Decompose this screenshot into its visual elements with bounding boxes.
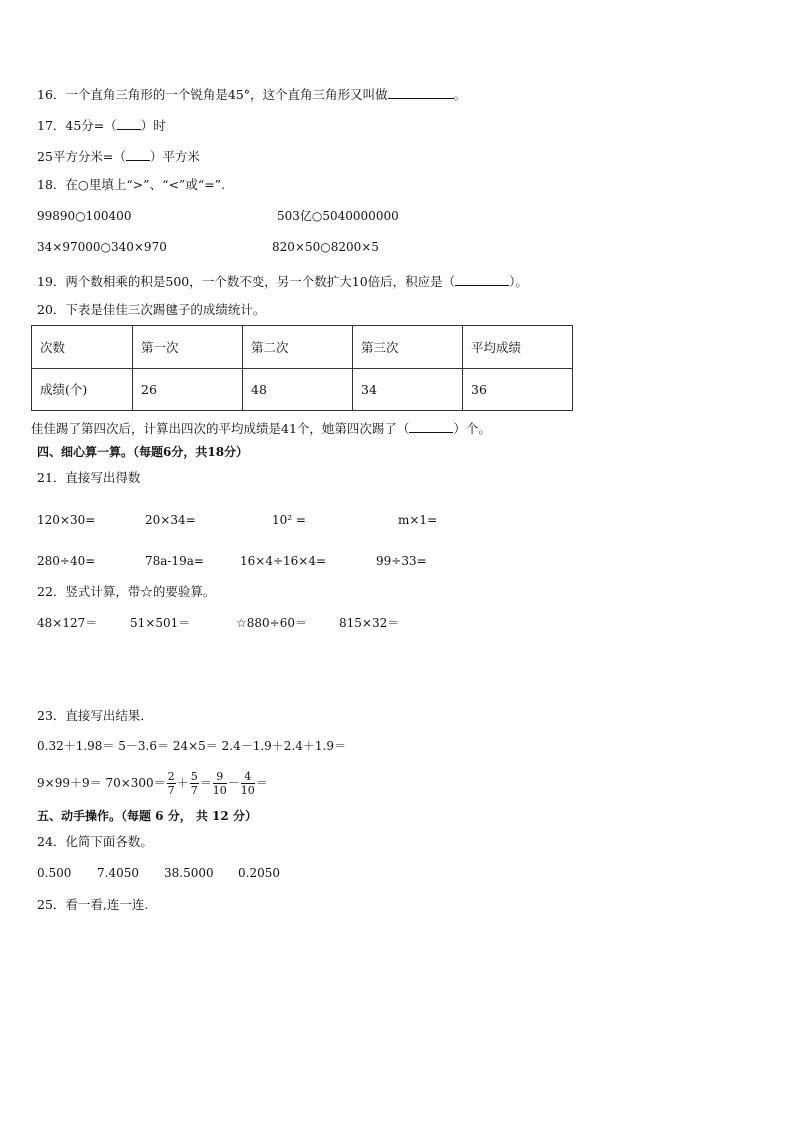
q16-line: [37, 86, 466, 102]
q17-text-c: 25平方分米=（: [37, 149, 126, 164]
q22-item: 48×127＝: [37, 616, 98, 630]
q18-item-1: 99890○100400: [37, 209, 132, 223]
q23-item: 70×300＝: [105, 776, 166, 790]
q22-item: 815×32＝: [339, 616, 400, 630]
table-cell: 成绩(个): [32, 368, 133, 411]
q24-item: 0.500: [37, 866, 72, 880]
fraction: $\frac{2}{7}$: [167, 770, 175, 797]
q21-title: 21．直接写出得数: [37, 470, 141, 485]
q23-item: 24×5＝: [172, 739, 218, 753]
fraction: $\frac{5}{7}$: [190, 770, 198, 797]
q18-item-2: 503亿○5040000000: [277, 209, 399, 223]
q23-item: 2.4－1.9＋2.4＋1.9＝: [221, 739, 346, 753]
q16-text: 16．一个直角三角形的一个锐角是45°，这个直角三角形又叫做: [37, 87, 388, 102]
q18-item-4: 820×50○8200×5: [272, 240, 379, 254]
q17-text-d: ）平方米: [149, 149, 200, 164]
q21-item: 120×30=: [37, 513, 96, 527]
table-header-row: [32, 326, 573, 369]
q17-text-a: 17．45分=（: [37, 118, 117, 133]
table-cell: 第一次: [133, 326, 243, 369]
q19-line: [37, 273, 528, 289]
q23-item: 5－3.6＝: [118, 739, 170, 753]
table-cell: 48: [243, 368, 353, 411]
q17-blank-1[interactable]: [117, 117, 141, 130]
q24-item: 38.5000: [164, 866, 214, 880]
q23-item: 9×99＋9＝: [37, 776, 102, 790]
q18-title: 18．在○里填上“>”、“<”或“=”.: [37, 177, 226, 192]
q16-blank[interactable]: [388, 86, 454, 99]
section-5-title: 五、动手操作。（每题 6 分， 共 12 分）: [37, 809, 257, 823]
q20-followup: [31, 420, 491, 436]
q21-item: 280÷40=: [37, 554, 96, 568]
q23-title: 23．直接写出结果．: [37, 708, 153, 723]
fraction: $\frac{9}{10}$: [212, 770, 227, 797]
table-cell: 第三次: [353, 326, 463, 369]
q20-title: 20．下表是佳佳三次踢毽子的成绩统计。: [37, 302, 266, 317]
table-cell: 36: [463, 368, 573, 411]
table-cell: 26: [133, 368, 243, 411]
score-table: [31, 325, 573, 411]
table-cell: 34: [353, 368, 463, 411]
q17-line-1: [37, 117, 166, 133]
q19-blank[interactable]: [455, 273, 509, 286]
table-cell: 次数: [32, 326, 133, 369]
q21-item: 20×34=: [145, 513, 196, 527]
q20-blank[interactable]: [409, 420, 453, 433]
table-row: [32, 368, 573, 411]
q21-item: 10² =: [272, 513, 306, 527]
q18-item-3: 34×97000○340×970: [37, 240, 167, 254]
q19-end: ）。: [509, 274, 528, 289]
q22-item: ☆880÷60＝: [236, 616, 307, 630]
q17-line-2: [37, 148, 200, 164]
q23-row-2: 9×99＋9＝ 70×300＝ $\frac{2}{7}$ ＋ $\frac{5}{7}$ ＝ $\frac{9}{10}$ － $\frac{4}{10}$ ＝: [37, 770, 268, 797]
q21-item: 16×4÷16×4=: [240, 554, 327, 568]
q24-title: 24．化简下面各数。: [37, 834, 153, 849]
q21-item: m×1=: [398, 513, 438, 527]
q21-item: 99÷33=: [376, 554, 427, 568]
table-cell: 第二次: [243, 326, 353, 369]
section-4-title: 四、细心算一算。（每题6分，共18分）: [37, 445, 249, 459]
q23-item: 0.32＋1.98＝: [37, 739, 115, 753]
q17-text-b: ）时: [140, 118, 166, 133]
q24-item: 0.2050: [238, 866, 280, 880]
table-cell: 平均成绩: [463, 326, 573, 369]
q21-item: 78a-19a=: [145, 554, 204, 568]
q20-followup-text: 佳佳踢了第四次后，计算出四次的平均成绩是41个，她第四次踢了（: [31, 421, 410, 436]
q16-end: 。: [453, 87, 467, 102]
fraction: $\frac{4}{10}$: [240, 770, 255, 797]
q20-followup-end: ）个。: [453, 421, 491, 436]
q22-title: 22．竖式计算，带☆的要验算。: [37, 584, 216, 599]
q19-text: 19．两个数相乘的积是500，一个数不变，另一个数扩大10倍后，积应是（: [37, 274, 456, 289]
q25-title: 25．看一看,连一连.: [37, 897, 149, 912]
q17-blank-2[interactable]: [126, 148, 150, 161]
q23-row-1: [37, 740, 346, 752]
q22-item: 51×501＝: [130, 616, 191, 630]
q24-item: 7.4050: [97, 866, 139, 880]
